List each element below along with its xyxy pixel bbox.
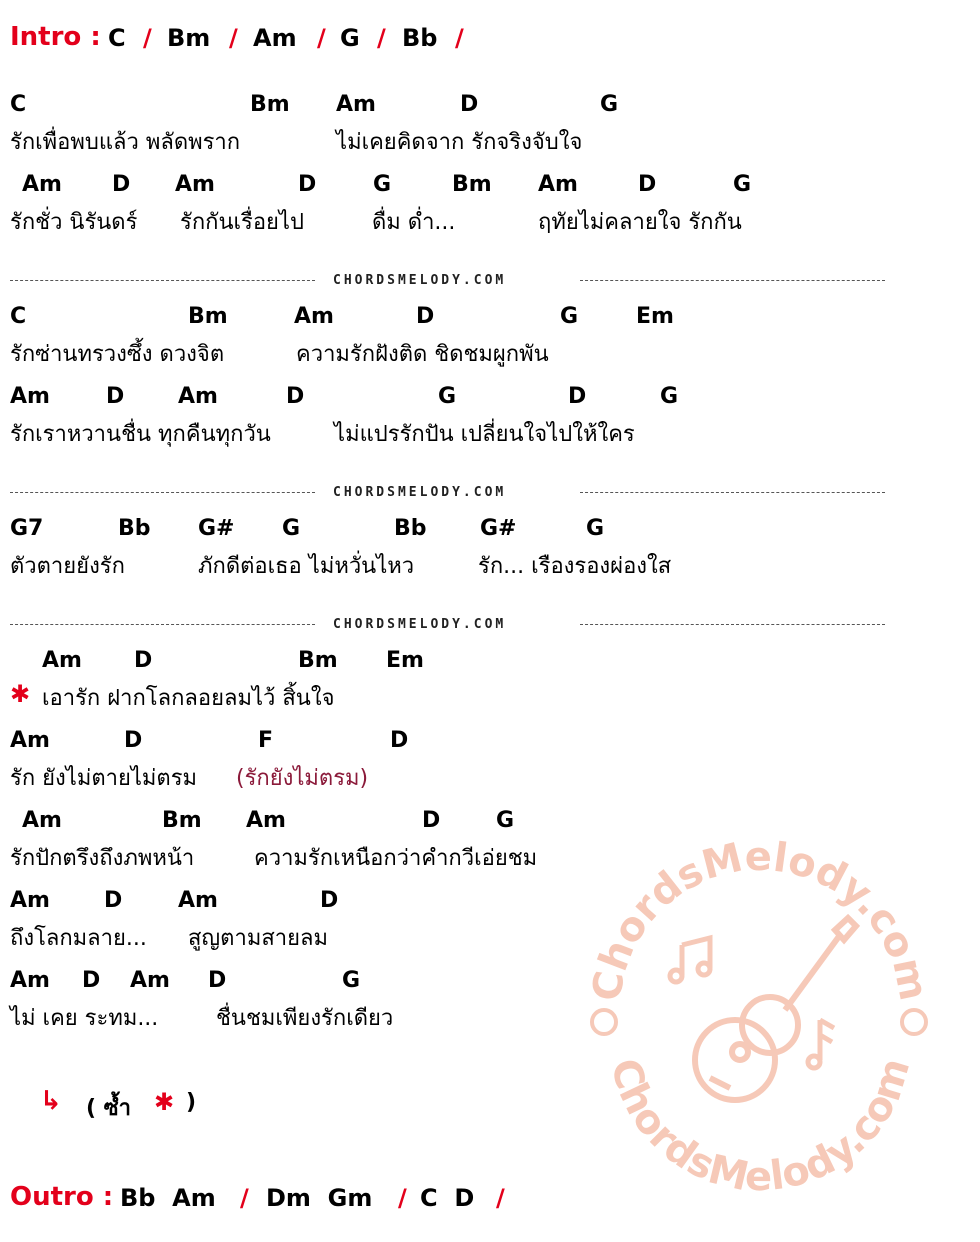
repeat-close: ) bbox=[186, 1090, 197, 1115]
chord: Bm bbox=[250, 92, 290, 117]
chord: Am bbox=[538, 172, 578, 197]
chord: Am bbox=[10, 888, 50, 913]
music-note-icon bbox=[670, 938, 710, 982]
chord: D bbox=[390, 728, 409, 753]
chord: Bb bbox=[118, 516, 151, 541]
intro-chord-2: Bm bbox=[167, 24, 211, 52]
chord: G7 bbox=[10, 516, 44, 541]
watermark-bottom-text: ChordsMelody.com bbox=[601, 1052, 920, 1200]
lyric: รัก... เรืองรองผ่องใส bbox=[478, 554, 672, 579]
lyric: ชื่นชมเพียงรักเดียว bbox=[216, 1006, 394, 1031]
chord: Bm bbox=[162, 808, 202, 833]
chord: G bbox=[342, 968, 361, 993]
lyric: ความรักฝังติด ชิดชมผูกพัน bbox=[296, 342, 549, 367]
intro-sep-1: / bbox=[143, 24, 152, 52]
chord: D bbox=[82, 968, 101, 993]
chord: Bm bbox=[452, 172, 492, 197]
chord: Am bbox=[246, 808, 286, 833]
chord: G bbox=[660, 384, 679, 409]
chord: D bbox=[134, 648, 153, 673]
lyric: รักซ่านทรวงซึ้ง ดวงจิต bbox=[10, 342, 225, 367]
lyric: รัก ยังไม่ตายไม่ตรม bbox=[10, 766, 198, 791]
intro-chord-1: C bbox=[108, 24, 126, 52]
chord: C bbox=[10, 304, 27, 329]
lyric: รักเพื่อพบแล้ว พลัดพราก bbox=[10, 130, 241, 155]
lyric: ฤทัยไม่คลายใจ รักกัน bbox=[538, 210, 742, 235]
intro-label: Intro : bbox=[10, 22, 101, 52]
chord: Am bbox=[178, 384, 218, 409]
chord: G bbox=[560, 304, 579, 329]
repeat-label: ( ซ้ำ bbox=[86, 1096, 131, 1121]
outro-chords-1: Bb Am bbox=[120, 1184, 216, 1212]
chord: Am bbox=[22, 172, 62, 197]
section-divider bbox=[10, 485, 885, 499]
divider-site-text: CHORDSMELODY.COM bbox=[333, 617, 507, 632]
chord: Bm bbox=[298, 648, 338, 673]
lyric: ไม่เคยคิดจาก รักจริงจับใจ bbox=[336, 130, 583, 155]
chord: Am bbox=[10, 728, 50, 753]
chord: Em bbox=[636, 304, 674, 329]
chord: Am bbox=[294, 304, 334, 329]
chord: Am bbox=[10, 968, 50, 993]
decorative-dot-icon bbox=[592, 1010, 616, 1034]
intro-sep-5: / bbox=[455, 24, 464, 52]
outro-sep-1: / bbox=[240, 1184, 249, 1212]
section-divider bbox=[10, 617, 885, 631]
lyric: ความรักเหนือกว่าคำกวีเอ่ยชม bbox=[254, 846, 538, 871]
lyric: รักเราหวานชื่น ทุกคืนทุกวัน bbox=[10, 422, 271, 447]
chord: D bbox=[112, 172, 131, 197]
chord: Bb bbox=[394, 516, 427, 541]
chord: G bbox=[600, 92, 619, 117]
chord: G# bbox=[480, 516, 517, 541]
chord: G bbox=[373, 172, 392, 197]
lyric: ตัวตายยังรัก bbox=[10, 554, 125, 579]
intro-chord-5: Bb bbox=[402, 24, 438, 52]
lyric-echo: (รักยังไม่ตรม) bbox=[236, 766, 369, 791]
chord: G bbox=[438, 384, 457, 409]
chord: D bbox=[416, 304, 435, 329]
chord: Am bbox=[178, 888, 218, 913]
chord: G bbox=[586, 516, 605, 541]
divider-site-text: CHORDSMELODY.COM bbox=[333, 485, 507, 500]
chorus-star-marker: ✱ bbox=[10, 680, 31, 708]
chord: G bbox=[733, 172, 752, 197]
intro-sep-4: / bbox=[377, 24, 386, 52]
chord: D bbox=[106, 384, 125, 409]
chord: G bbox=[496, 808, 515, 833]
chord: F bbox=[258, 728, 274, 753]
music-note-icon bbox=[808, 1020, 834, 1068]
section-divider bbox=[10, 273, 885, 287]
outro-chords-3: C D bbox=[420, 1184, 475, 1212]
chord: Em bbox=[386, 648, 424, 673]
chord: D bbox=[422, 808, 441, 833]
intro-sep-2: / bbox=[229, 24, 238, 52]
lyric: ดื่ม ด่ำ... bbox=[372, 210, 456, 235]
outro-label: Outro : bbox=[10, 1182, 114, 1212]
chord: Bm bbox=[188, 304, 228, 329]
chord: Am bbox=[42, 648, 82, 673]
lyric: รักกันเรื่อยไป bbox=[180, 210, 304, 235]
repeat-arrow-icon: ↳ bbox=[40, 1086, 62, 1116]
chord: Am bbox=[130, 968, 170, 993]
chord: D bbox=[568, 384, 587, 409]
chord: D bbox=[104, 888, 123, 913]
chord: D bbox=[286, 384, 305, 409]
chordsmelody-watermark-logo bbox=[580, 820, 940, 1200]
lyric: รักชั่ว นิรันดร์ bbox=[10, 210, 138, 235]
chord: Am bbox=[175, 172, 215, 197]
repeat-star-marker: ✱ bbox=[154, 1088, 175, 1116]
chord: Am bbox=[22, 808, 62, 833]
lyric: สูญตามสายลม bbox=[188, 926, 328, 951]
chord: D bbox=[124, 728, 143, 753]
outro-chords-2: Dm Gm bbox=[266, 1184, 373, 1212]
intro-chord-3: Am bbox=[253, 24, 297, 52]
outro-sep-3: / bbox=[496, 1184, 505, 1212]
chord: G# bbox=[198, 516, 235, 541]
chord: D bbox=[208, 968, 227, 993]
chord: D bbox=[460, 92, 479, 117]
chord: C bbox=[10, 92, 27, 117]
lyric: ถึงโลกมลาย... bbox=[10, 926, 147, 951]
chord: D bbox=[638, 172, 657, 197]
outro-sep-2: / bbox=[398, 1184, 407, 1212]
intro-chord-4: G bbox=[340, 24, 360, 52]
lyric: เอารัก ฝากโลกลอยลมไว้ สิ้นใจ bbox=[42, 686, 335, 711]
lyric: ไม่ เคย ระทม... bbox=[10, 1006, 159, 1031]
decorative-dot-icon bbox=[902, 1010, 926, 1034]
lyric: รักปักตรึงถึงภพหน้า bbox=[10, 846, 195, 871]
lyric: ภักดีต่อเธอ ไม่หวั่นไหว bbox=[198, 554, 415, 579]
intro-line bbox=[10, 22, 101, 52]
chord: G bbox=[282, 516, 301, 541]
divider-site-text: CHORDSMELODY.COM bbox=[333, 273, 507, 288]
lyric: ไม่แปรรักปัน เปลี่ยนใจไปให้ใคร bbox=[334, 422, 635, 447]
chord: Am bbox=[10, 384, 50, 409]
intro-sep-3: / bbox=[317, 24, 326, 52]
chord: Am bbox=[336, 92, 376, 117]
watermark-top-text: ChordsMelody.com bbox=[583, 833, 937, 1005]
chord: D bbox=[298, 172, 317, 197]
guitar-icon bbox=[695, 918, 856, 1100]
chord: D bbox=[320, 888, 339, 913]
